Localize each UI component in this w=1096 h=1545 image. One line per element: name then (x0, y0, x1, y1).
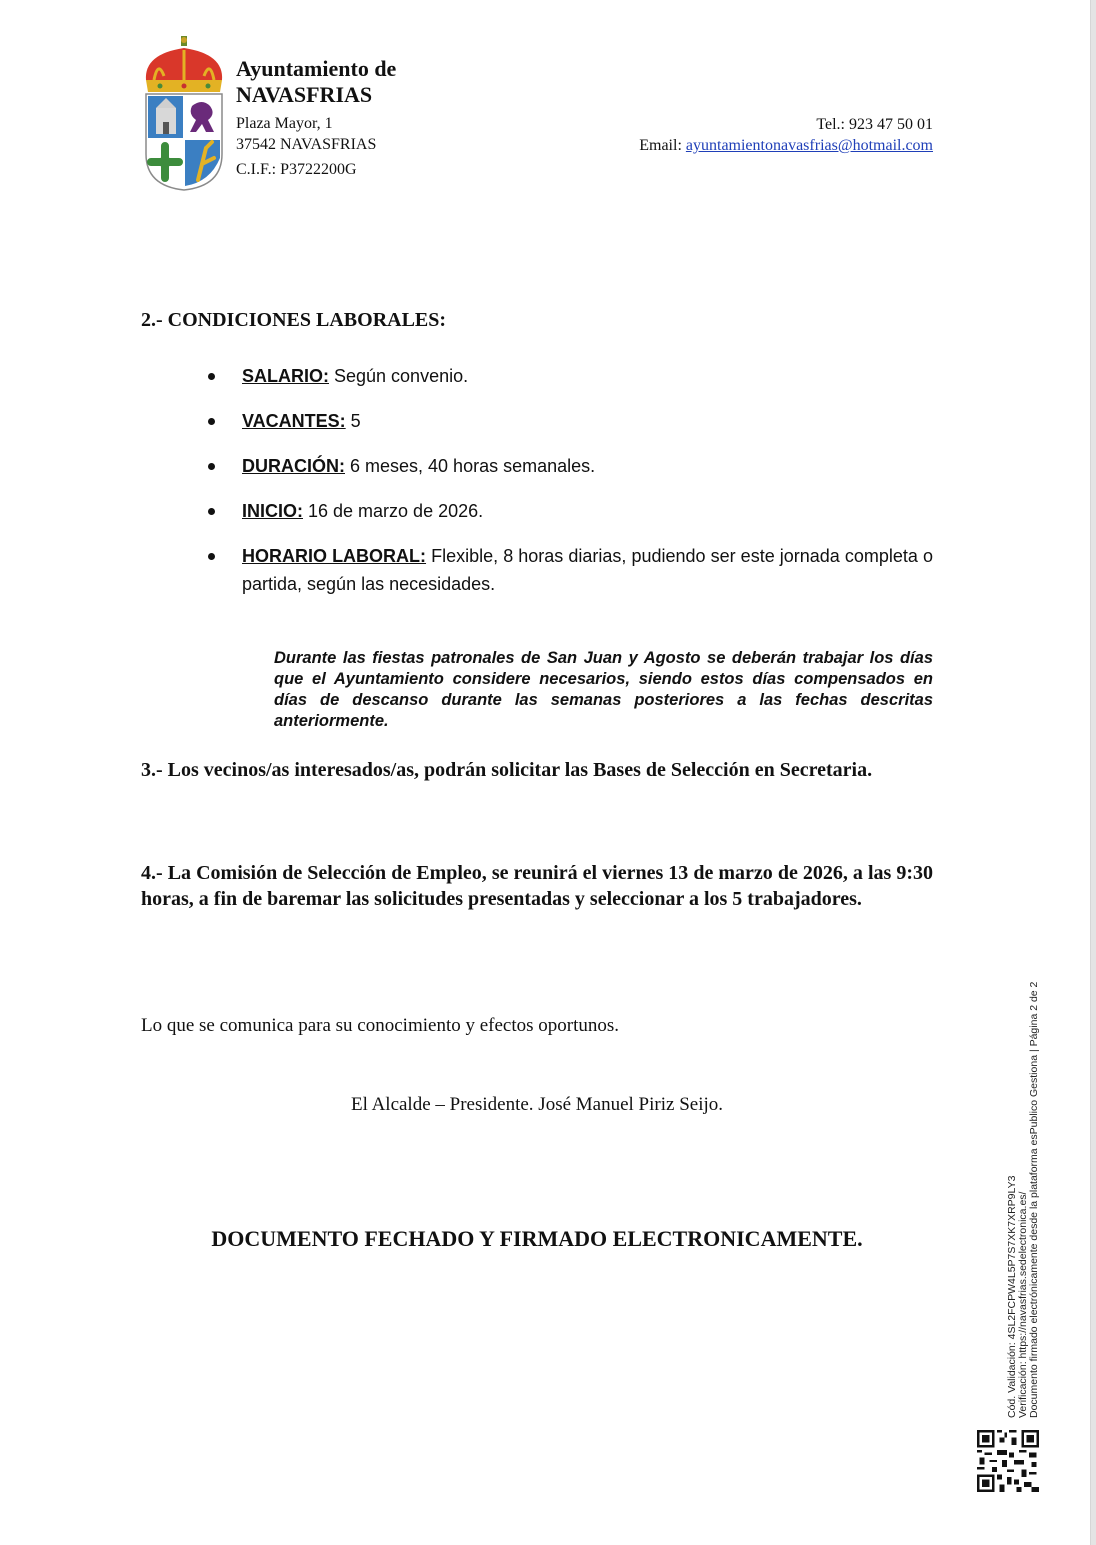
item-value: Flexible, 8 horas diarias, pudiendo ser este jornada completa o partida, según las necesidades. (242, 546, 933, 594)
contact-info (639, 114, 933, 156)
org-name-line2: NAVASFRIAS (236, 82, 373, 107)
section-4-paragraph: 4.- La Comisión de Selección de Empleo, se reunirá el viernes 13 de marzo de 2026, a las 9:30 horas, a fin de baremar las solicitudes presentadas y seleccionar a los 5 trabajadores. (141, 862, 933, 910)
section-3-paragraph: 3.- Los vecinos/as interesados/as, podrán solicitar las Bases de Selección en Secretaria. (141, 759, 873, 781)
email-link[interactable]: ayuntamientonavasfrias@hotmail.com (685, 137, 933, 154)
item-value: 16 de marzo de 2026. (303, 501, 484, 521)
org-name-line1: Ayuntamiento de (236, 56, 397, 81)
signature: El Alcalde – Presidente. José Manuel Piriz Seijo. (350, 1094, 723, 1115)
signed-notice: DOCUMENTO FECHADO Y FIRMADO ELECTRONICAMENTE. (211, 1226, 863, 1251)
verification-sidebar (1007, 948, 1040, 1418)
email-label: Email: (639, 137, 686, 154)
list-item (205, 542, 933, 598)
section-2-title: 2.- CONDICIONES LABORALES: (141, 309, 447, 331)
coat-of-arms-icon (140, 36, 228, 192)
telephone: Tel.: 923 47 50 01 (816, 116, 933, 133)
item-key: INICIO: (242, 501, 303, 521)
organization-header (236, 56, 396, 180)
item-value: Según convenio. (329, 366, 469, 386)
item-key: SALARIO: (242, 366, 329, 386)
bullet-icon (208, 463, 215, 470)
validation-code: Cód. Validación: 4SL2FCPW4L5P7S7XK7XRP9LY3 (1006, 1175, 1018, 1418)
list-item (205, 407, 933, 435)
bullet-icon (208, 508, 215, 515)
qr-code-icon[interactable] (977, 1430, 1039, 1492)
bullet-icon (208, 553, 215, 560)
list-item (205, 362, 933, 390)
address-line1: Plaza Mayor, 1 (236, 115, 333, 132)
signature-platform: Documento firmado electrónicamente desde la plataforma esPublico Gestiona | Página 2 de 2 (1028, 981, 1040, 1418)
item-key: DURACIÓN: (242, 456, 345, 476)
item-value: 5 (345, 411, 361, 431)
item-key: HORARIO LABORAL: (242, 546, 427, 566)
bullet-icon (208, 418, 215, 425)
conditions-list (205, 362, 933, 615)
closing-text: Lo que se comunica para su conocimiento y efectos oportunos. (141, 1015, 620, 1036)
verification-url: Verificación: https://navasfrias.sedelectronica.es/ (1017, 1191, 1029, 1418)
cif: C.I.F.: P3722200G (236, 161, 357, 178)
list-item (205, 497, 933, 525)
email-line (639, 135, 933, 156)
festivities-note: Durante las fiestas patronales de San Juan y Agosto se deberán trabajar los días que el Ayuntamiento considere necesarios, siendo estos días compensados en días de descanso durante las semanas posteriores a las fechas descritas anteriormente. (274, 649, 933, 730)
list-item (205, 452, 933, 480)
page-edge (1090, 0, 1096, 1545)
address-line2: 37542 NAVASFRIAS (236, 136, 377, 153)
item-key: VACANTES: (242, 411, 346, 431)
bullet-icon (208, 373, 215, 380)
item-value: 6 meses, 40 horas semanales. (345, 456, 596, 476)
